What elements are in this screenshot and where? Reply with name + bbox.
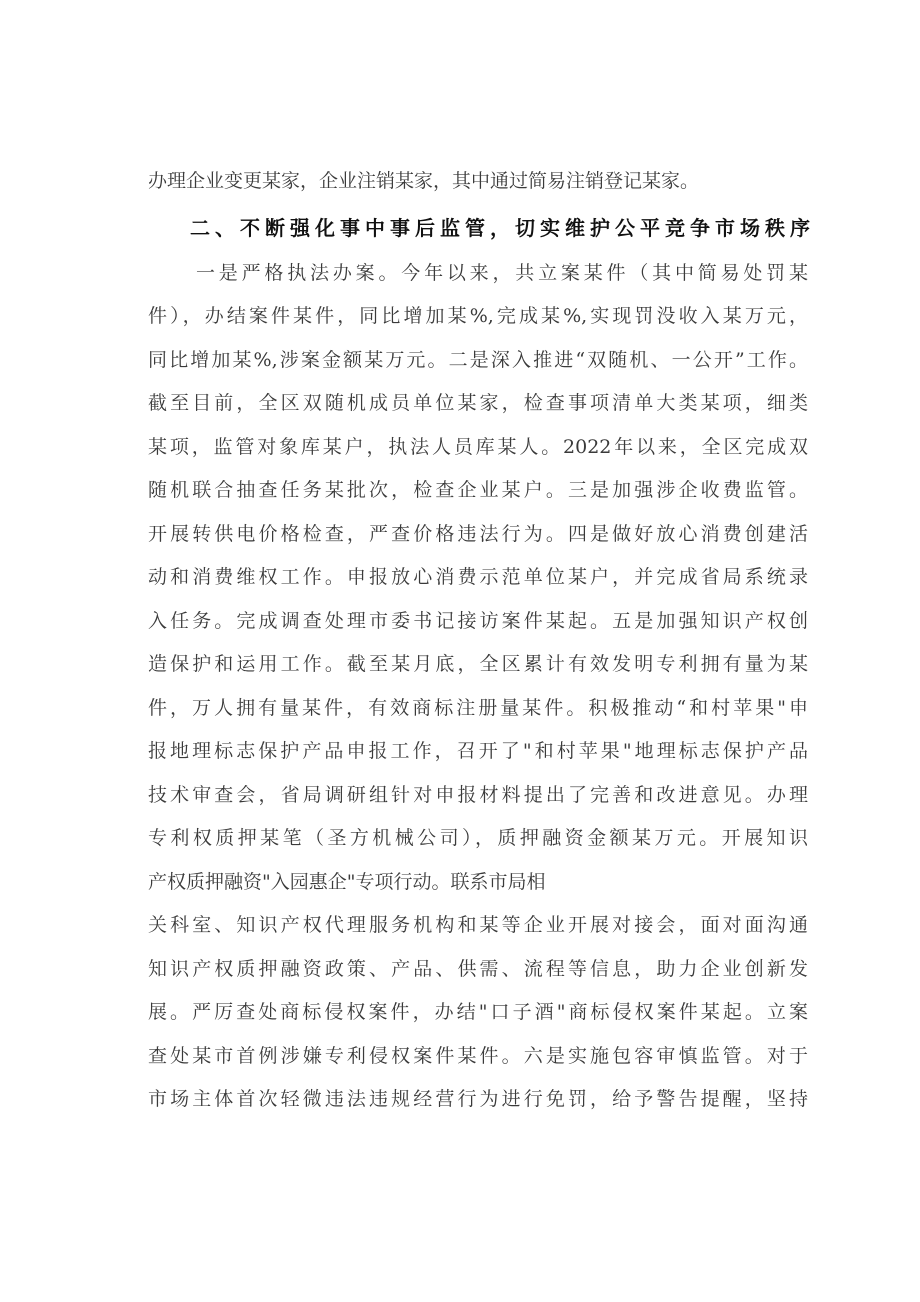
paragraph-line: 件），办结案件某件，同比增加某%,完成某%,实现罚没收入某万元， xyxy=(148,305,808,327)
paragraph-line: 报地理标志保护产品申报工作，召开了"和村苹果"地理标志保护产品 xyxy=(148,740,808,762)
paragraph-line: 办理企业变更某家，企业注销某家，其中通过简易注销登记某家。 xyxy=(148,170,700,192)
paragraph-line: 入任务。完成调查处理市委书记接访案件某起。五是加强知识产权创 xyxy=(148,610,808,632)
paragraph-line: 专利权质押某笔（圣方机械公司），质押融资金额某万元。开展知识 xyxy=(148,827,808,849)
paragraph-line: 同比增加某%,涉案金额某万元。二是深入推进“双随机、一公开”工作。 xyxy=(148,349,808,371)
paragraph-line: 市场主体首次轻微违法违规经营行为进行免罚，给予警告提醒，坚持 xyxy=(148,1088,808,1110)
paragraph-line: 产权质押融资"入园惠企"专项行动。联系市局相 xyxy=(148,871,546,893)
paragraph-line: 动和消费维权工作。申报放心消费示范单位某户，并完成省局系统录 xyxy=(148,566,808,588)
paragraph-line: 随机联合抽查任务某批次，检查企业某户。三是加强涉企收费监管。 xyxy=(148,479,808,501)
section-heading: 二、不断强化事中事后监管，切实维护公平竞争市场秩序 xyxy=(190,216,810,240)
paragraph-line: 知识产权质押融资政策、产品、供需、流程等信息，助力企业创新发 xyxy=(148,958,808,980)
paragraph-line: 一是严格执法办案。今年以来，共立案某件（其中简易处罚某 xyxy=(196,262,808,284)
paragraph-line: 某项，监管对象库某户，执法人员库某人。2022年以来，全区完成双 xyxy=(148,436,808,458)
paragraph-line: 件，万人拥有量某件，有效商标注册量某件。积极推动“和村苹果"申 xyxy=(148,697,808,719)
paragraph-line: 技术审查会，省局调研组针对申报材料提出了完善和改进意见。办理 xyxy=(148,784,808,806)
paragraph-line: 截至目前，全区双随机成员单位某家，检查事项清单大类某项，细类 xyxy=(148,392,808,414)
paragraph-line: 关科室、知识产权代理服务机构和某等企业开展对接会，面对面沟通 xyxy=(148,914,808,936)
paragraph-line: 开展转供电价格检查，严查价格违法行为。四是做好放心消费创建活 xyxy=(148,523,808,545)
paragraph-line: 查处某市首例涉嫌专利侵权案件某件。六是实施包容审慎监管。对于 xyxy=(148,1045,808,1067)
paragraph-line: 造保护和运用工作。截至某月底，全区累计有效发明专利拥有量为某 xyxy=(148,653,808,675)
paragraph-line: 展。严厉查处商标侵权案件，办结"口子酒"商标侵权案件某起。立案 xyxy=(148,1001,808,1023)
